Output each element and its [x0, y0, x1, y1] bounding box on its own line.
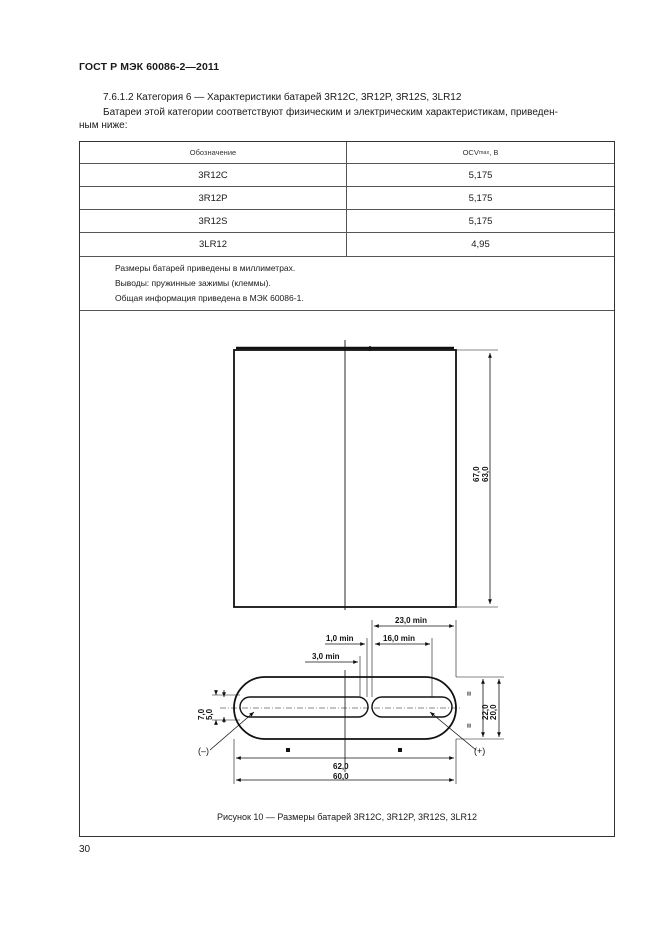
- ocv-cell: 5,175: [468, 192, 493, 204]
- figure-caption: Рисунок 10 — Размеры батарей 3R12C, 3R12P, 3R12S, 3LR12: [216, 812, 478, 822]
- terminal-slot-pos: [372, 697, 452, 717]
- designation-cell: 3LR12: [80, 233, 347, 256]
- page-number: 30: [79, 844, 91, 855]
- note-line: Размеры батарей приведены в миллиметрах.: [115, 263, 296, 273]
- terminal-slot-neg: [240, 697, 368, 717]
- clause-title: 7.6.1.2 Категория 6 — Характеристики батарей 3R12C, 3R12P, 3R12S, 3LR12: [103, 92, 462, 103]
- note-line: Общая информация приведена в МЭК 60086-1.: [115, 293, 304, 303]
- marker-square: [398, 748, 402, 752]
- marker-square: [286, 748, 290, 752]
- equal-mark: =: [465, 691, 474, 696]
- battery-drawing: [80, 142, 616, 838]
- dim-height-max: 67,0: [472, 466, 481, 482]
- dim-label-5: 5,0: [205, 708, 214, 720]
- ocv-unit: , В: [489, 148, 499, 157]
- designation-cell: 3R12S: [80, 210, 347, 232]
- designation-cell: 3R12P: [80, 187, 347, 209]
- ocv-label: OCV: [462, 148, 479, 157]
- dim-label-3: 3,0 min: [312, 652, 340, 661]
- pos-terminal-label: (+): [474, 746, 486, 756]
- dim-label-20: 20,0: [489, 704, 498, 720]
- dim-label-1: 1,0 min: [326, 634, 354, 643]
- document-header: ГОСТ Р МЭК 60086-2—2011: [79, 61, 220, 73]
- designation-cell: 3R12C: [80, 164, 347, 186]
- dim-label-60: 60,0: [333, 772, 349, 781]
- dim-label-62: 62,0: [333, 762, 349, 771]
- ocv-cell: 4,95: [471, 239, 490, 250]
- pos-leader: [430, 712, 476, 750]
- spec-frame: [79, 141, 615, 837]
- col-header-designation: Обозначение: [80, 142, 347, 163]
- intro-text-line-2: ным ниже:: [79, 120, 128, 131]
- battery-top-view: [210, 620, 504, 784]
- ocv-cell: 5,175: [468, 215, 493, 227]
- dim-height-min: 63,0: [481, 466, 490, 482]
- note-line: Выводы: пружинные зажимы (клеммы).: [115, 278, 271, 288]
- dim-label-7: 7,0: [197, 708, 206, 720]
- dim-label-22: 22,0: [481, 704, 490, 720]
- dim-label-16: 16,0 min: [383, 634, 416, 643]
- battery-side-view: [234, 340, 498, 610]
- ocv-sub: max: [478, 149, 490, 156]
- ocv-cell: 5,175: [468, 169, 493, 181]
- neg-terminal-label: (–): [198, 746, 209, 756]
- neg-leader: [210, 712, 254, 750]
- dim-label-23: 23,0 min: [395, 616, 428, 625]
- intro-text-line-1: Батареи этой категории соответствуют физическим и электрическим характеристикам, приведен-: [103, 107, 558, 118]
- equal-mark: =: [465, 723, 474, 728]
